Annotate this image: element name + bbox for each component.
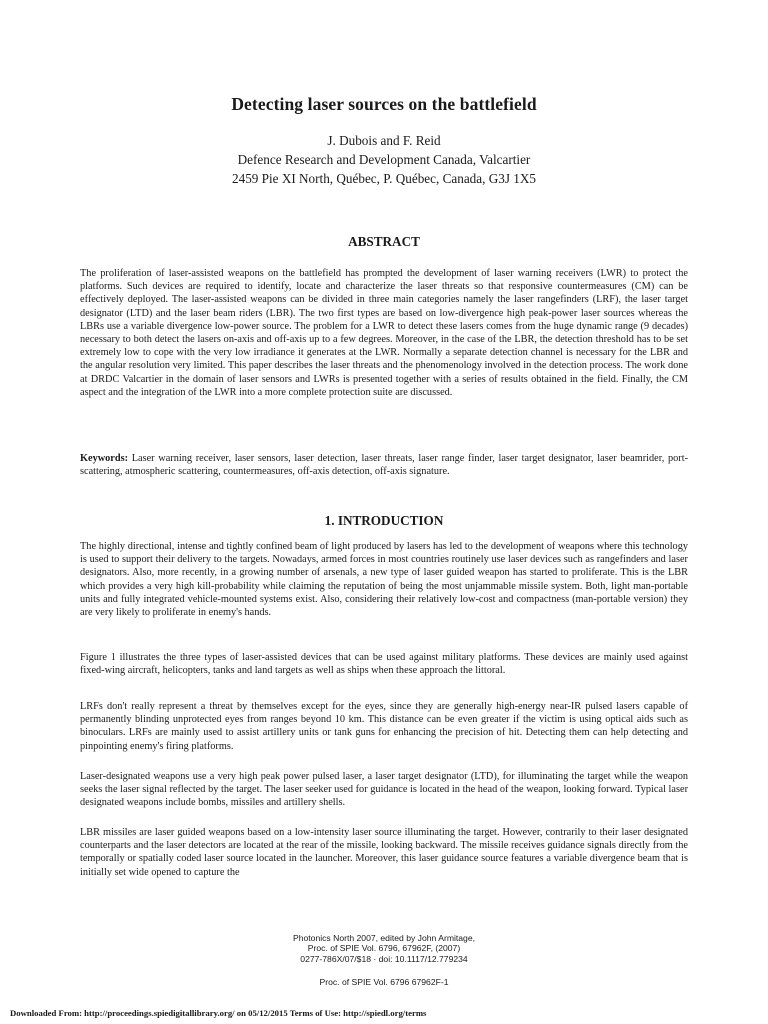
abstract-heading: ABSTRACT: [348, 234, 420, 249]
author-names: J. Dubois and F. Reid: [327, 133, 441, 148]
intro-paragraph-2: Figure 1 illustrates the three types of laser-assisted devices that can be used against military platforms. These devices are mainly used against fixed-wing aircraft, helicopters, tanks and land targets as well as ships when these approach the littoral.: [80, 652, 688, 677]
intro-paragraph-5: LBR missiles are laser guided weapons based on a low-intensity laser source illuminating the target. However, contrarily to their laser designated counterparts and the laser detectors are located at the rear of the missile, looking backward. The missile receives guidance signals directly from the temporally or spatially coded laser source located in the launcher. Moreover, this laser guidance source features a variable divergence beam that is initially set wide opened to capture the: [80, 827, 688, 878]
keywords-paragraph: [80, 452, 688, 478]
page-identifier: Proc. of SPIE Vol. 6796 67962F-1: [319, 977, 449, 987]
introduction-heading: 1. INTRODUCTION: [324, 513, 444, 528]
footer-line-1: Photonics North 2007, edited by John Armitage,: [292, 933, 475, 943]
paper-title: Detecting laser sources on the battlefield: [231, 94, 537, 114]
footer-line-2: Proc. of SPIE Vol. 6796, 67962F, (2007): [307, 943, 461, 954]
download-note: Downloaded From: http://proceedings.spiedigitallibrary.org/ on 05/12/2015 Terms of Use: http://spiedl.org/terms: [10, 1008, 427, 1018]
keywords-list: Laser warning receiver, laser sensors, laser detection, laser threats, laser range finder, laser target designator, laser beamrider, port-scattering, atmospheric scattering, countermeasures, off-axis detection, off-axis signature.: [80, 453, 688, 478]
footer-line-3: 0277-786X/07/$18 · doi: 10.1117/12.779234: [300, 953, 468, 964]
publication-footer: [0, 933, 768, 964]
abstract-text: The proliferation of laser-assisted weapons on the battlefield has prompted the development of laser warning receivers (LWR) to protect the platforms. Such devices are required to identify, locate and characterize the laser threats so that responsive countermeasures (CM) can be effectively deployed. The laser-assisted weapons can be divided in three main categories namely the laser rangefinders (LRF), the laser target designator (LTD) and the laser beam riders (LBR). The two first types are based on low-divergence high peak-power laser sources whereas the LBRs use a variable divergence low-power source. The problem for a LWR to detect these lasers comes from the huge dynamic range (9 decades) necessary to both detect the lasers on-axis and off-axis up to a few degrees. Moreover, in the case of the LBR, the detection threshold has to be set extremely low to cope with the very low irradiance it generates at the LWR. Normally a separate detection channel is necessary for the LBR and the angular resolution very limited. This paper describes the laser threats and the phenomenology involved in the detection process. The work done at DRDC Valcartier in the domain of laser sensors and LWRs is presented together with a series of results obtained in the field. Finally, the CM aspect and the integration of the LWR into a more complete protection suite are discussed.: [80, 268, 688, 398]
author-address: 2459 Pie XI North, Québec, P. Québec, Canada, G3J 1X5: [232, 171, 536, 186]
keywords-label: Keywords:: [80, 453, 129, 464]
intro-paragraph-1: The highly directional, intense and tightly confined beam of light produced by lasers has led to the development of weapons where this technology is used to support their delivery to the targets. Nowadays, armed forces in most countries routinely use laser devices such as rangefinders and laser designators. Also, more recently, in a growing number of arsenals, a new type of laser guided weapon has started to proliferate. This is the LBR which provides a very high kill-probability while claiming the reputation of being the most unjammable missile system. Both, light man-portable units and fully integrated vehicle-mounted systems exist. Also, considering their relatively low-cost and compactness (man-portable version) they are very likely to proliferate in enemy's hands.: [80, 541, 688, 619]
author-block: [0, 131, 768, 188]
intro-paragraph-3: LRFs don't really represent a threat by themselves except for the eyes, since they are generally high-energy near-IR pulsed lasers capable of permanently blinding unprotected eyes from ranges beyond 10 km. This distance can be even greater if the victim is using optical aids such as binoculars. LRFs are mainly used to assist artillery units or tank guns for enhancing the precision of hit. Detecting them can help detecting and pinpointing enemy's firing platforms.: [80, 701, 688, 752]
intro-paragraph-4: Laser-designated weapons use a very high peak power pulsed laser, a laser target designator (LTD), for illuminating the target while the weapon seeks the laser signal reflected by the target. The laser seeker used for guidance is located in the head of the weapon, looking forward. Typical laser designated weapons include bombs, missiles and artillery shells.: [80, 771, 688, 809]
author-affiliation: Defence Research and Development Canada, Valcartier: [237, 152, 531, 167]
